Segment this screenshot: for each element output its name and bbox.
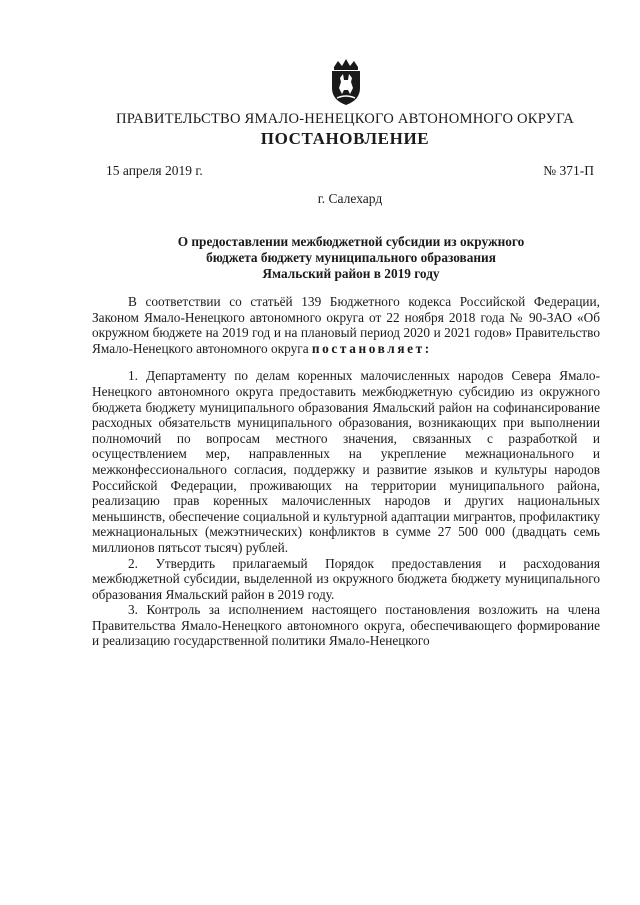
coat-of-arms-icon bbox=[326, 58, 366, 106]
subject-line-1: О предоставлении межбюджетной субсидии из окружного bbox=[177, 234, 525, 249]
subject-line-3: Ямальский район в 2019 году bbox=[262, 266, 440, 281]
subject-line-2: бюджета бюджету муниципального образования bbox=[206, 250, 496, 265]
document-type: ПОСТАНОВЛЕНИЕ bbox=[260, 129, 430, 148]
preamble-paragraph bbox=[92, 294, 600, 356]
document-subject bbox=[120, 234, 582, 282]
document-number: № 371-П bbox=[543, 163, 594, 178]
document-city: г. Салехард bbox=[317, 191, 383, 206]
item-3-paragraph: 3. Контроль за исполнением настоящего постановления возложить на члена Правительства Ямало-Ненецкого автономного округа, обеспечивающего формирование и реализацию государственной политики Ямало-Ненецкого bbox=[92, 602, 600, 649]
item-1-paragraph: 1. Департаменту по делам коренных малочисленных народов Севера Ямало-Ненецкого автономного округа предоставить межбюджетную субсидию из окружного бюджета бюджету муниципального образования Ямальский район на софинансирование расходных обязательств муниципального образования, возникающих при выполнении полномочий по вопросам местного значения, связанных с разработкой и осуществлением мер, направленных на укрепление межнационального и межконфессионального согласия, поддержку и развитие языков и культуры народов Российской Федерации, проживающих на территории муниципального района, реализацию прав коренных малочисленных народов и других национальных меньшинств, обеспечение социальной и культурной адаптации мигрантов, профилактику межнациональных (межэтнических) конфликтов в сумме 27 500 000 (двадцать семь миллионов пятьсот тысяч) рублей. bbox=[92, 368, 600, 555]
document-date: 15 апреля 2019 г. bbox=[106, 163, 203, 178]
resolves-word: постановляет: bbox=[311, 340, 432, 356]
document-body bbox=[92, 294, 600, 649]
preamble-text: В соответствии со статьёй 139 Бюджетного кодекса Российской Федерации, Законом Ямало-Ненецкого автономного округа от 22 ноября 2018 года № 90-ЗАО «Об окружном бюджете на 2019 год и на плановый период 2020 и 2021 годов» Правительство Ямало-Ненецкого автономного округа bbox=[92, 294, 600, 356]
item-2-paragraph: 2. Утвердить прилагаемый Порядок предоставления и расходования межбюджетной субсидии, выделенной из окружного бюджета бюджету муниципального образования Ямальский район в 2019 году. bbox=[92, 555, 600, 602]
government-title: ПРАВИТЕЛЬСТВО ЯМАЛО-НЕНЕЦКОГО АВТОНОМНОГО ОКРУГА bbox=[116, 111, 574, 127]
